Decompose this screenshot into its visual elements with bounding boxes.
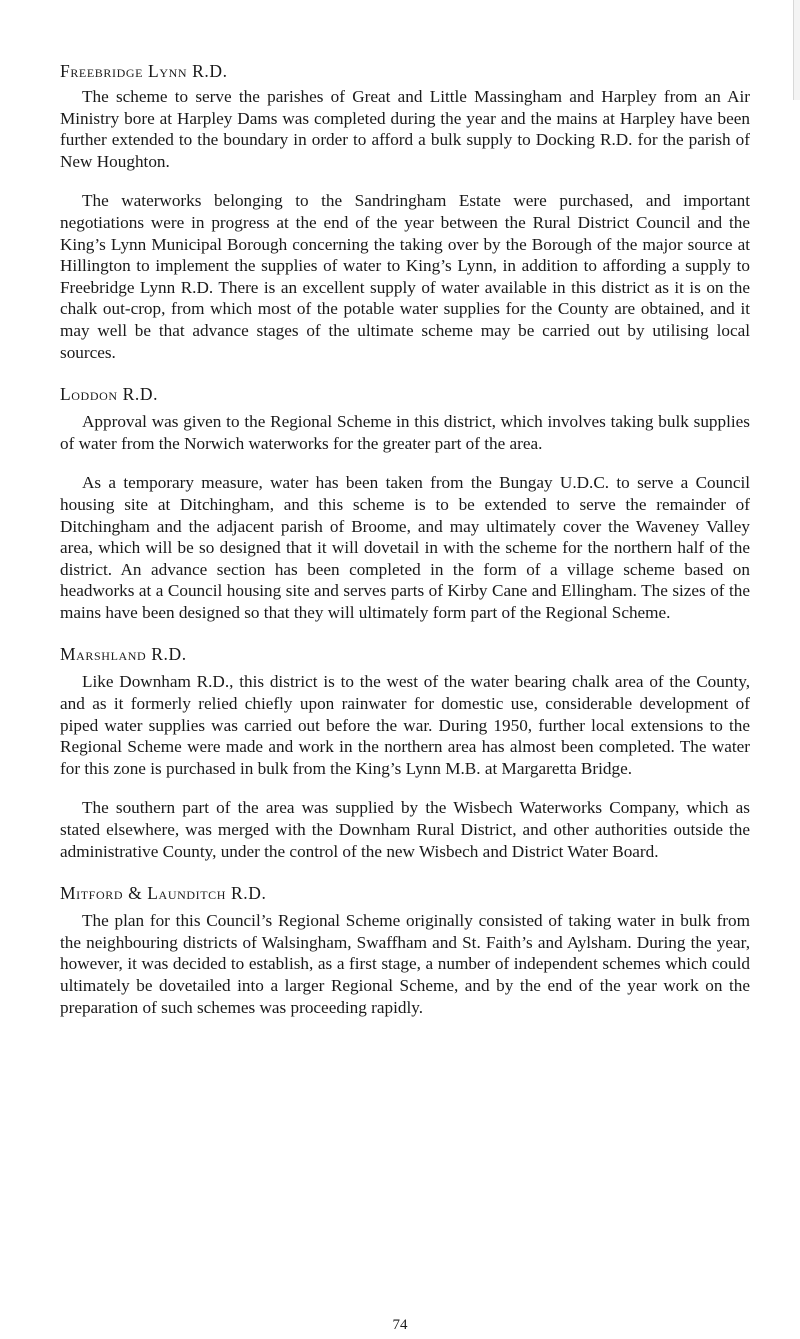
section-heading: Marshland R.D. [60, 644, 187, 665]
paragraph: The southern part of the area was supplied by the Wisbech Waterworks Company, which as stated elsewhere, was merged with the Downham Rural District, and other authorities outside the administrative County, under the control of the new Wisbech and District Water Board. [60, 798, 750, 861]
page-edge-mark [793, 0, 800, 100]
section-loddon [60, 383, 750, 623]
paragraph: As a temporary measure, water has been taken from the Bungay U.D.C. to serve a Council housing site at Ditchingham, and this scheme is to be extended to serve the remainder of Ditchingham and the adjacent parish of Broome, and may ultimately cover the Waveney Valley area, which will be so designed that it will dovetail in with the scheme for the northern half of the district. An advance section has been completed in the form of a village scheme based on headworks at a Council housing site and serves parts of Kirby Cane and Ellingham. The sizes of the mains have been designed so that they will ultimately form part of the Regional Scheme. [60, 473, 750, 622]
section-freebridge-lynn [60, 60, 750, 363]
paragraph: The scheme to serve the parishes of Great and Little Massingham and Harpley from an Air Ministry bore at Harpley Dams was completed during the year and the mains at Harpley have been further extended to the boundary in order to afford a bulk supply to Docking R.D. for the parish of New Houghton. [60, 87, 750, 171]
section-heading: Freebridge Lynn R.D. [60, 61, 228, 81]
section-heading: Loddon R.D. [60, 384, 159, 405]
paragraph: Like Downham R.D., this district is to the west of the water bearing chalk area of the County, and as it formerly relied chiefly upon rainwater for domestic use, considerable development of piped water supplies was carried out before the war. During 1950, further local extensions to the Regional Scheme were made and work in the northern area has almost been completed. The water for this zone is purchased in bulk from the King’s Lynn M.B. at Margaretta Bridge. [60, 672, 750, 778]
section-heading: Mitford & Launditch R.D. [60, 883, 267, 904]
paragraph: The waterworks belonging to the Sandringham Estate were purchased, and important negotiations were in progress at the end of the year between the Rural District Council and the King’s Lynn Municipal Borough concerning the taking over by the Borough of the major source at Hillington to implement the supplies of water to King’s Lynn, in addition to affording a supply to Freebridge Lynn R.D. There is an excellent supply of water available in this district as it is on the chalk out-crop, from which most of the potable water supplies for the County are obtained, and it may well be that advance stages of the ultimate scheme may be carried out by utilising local sources. [60, 191, 750, 362]
paragraph: Approval was given to the Regional Scheme in this district, which involves taking bulk supplies of water from the Norwich waterworks for the greater part of the area. [60, 412, 750, 453]
document-page [60, 60, 750, 1038]
section-marshland [60, 643, 750, 862]
page-number: 74 [392, 1317, 408, 1333]
section-mitford-launditch [60, 882, 750, 1018]
paragraph: The plan for this Council’s Regional Scheme originally consisted of taking water in bulk from the neighbouring districts of Walsingham, Swaffham and St. Faith’s and Aylsham. During the year, however, it was decided to establish, as a first stage, a number of independent schemes which could ultimately be dovetailed into a larger Regional Scheme, and by the end of the year work on the preparation of such schemes was proceeding rapidly. [60, 911, 750, 1017]
